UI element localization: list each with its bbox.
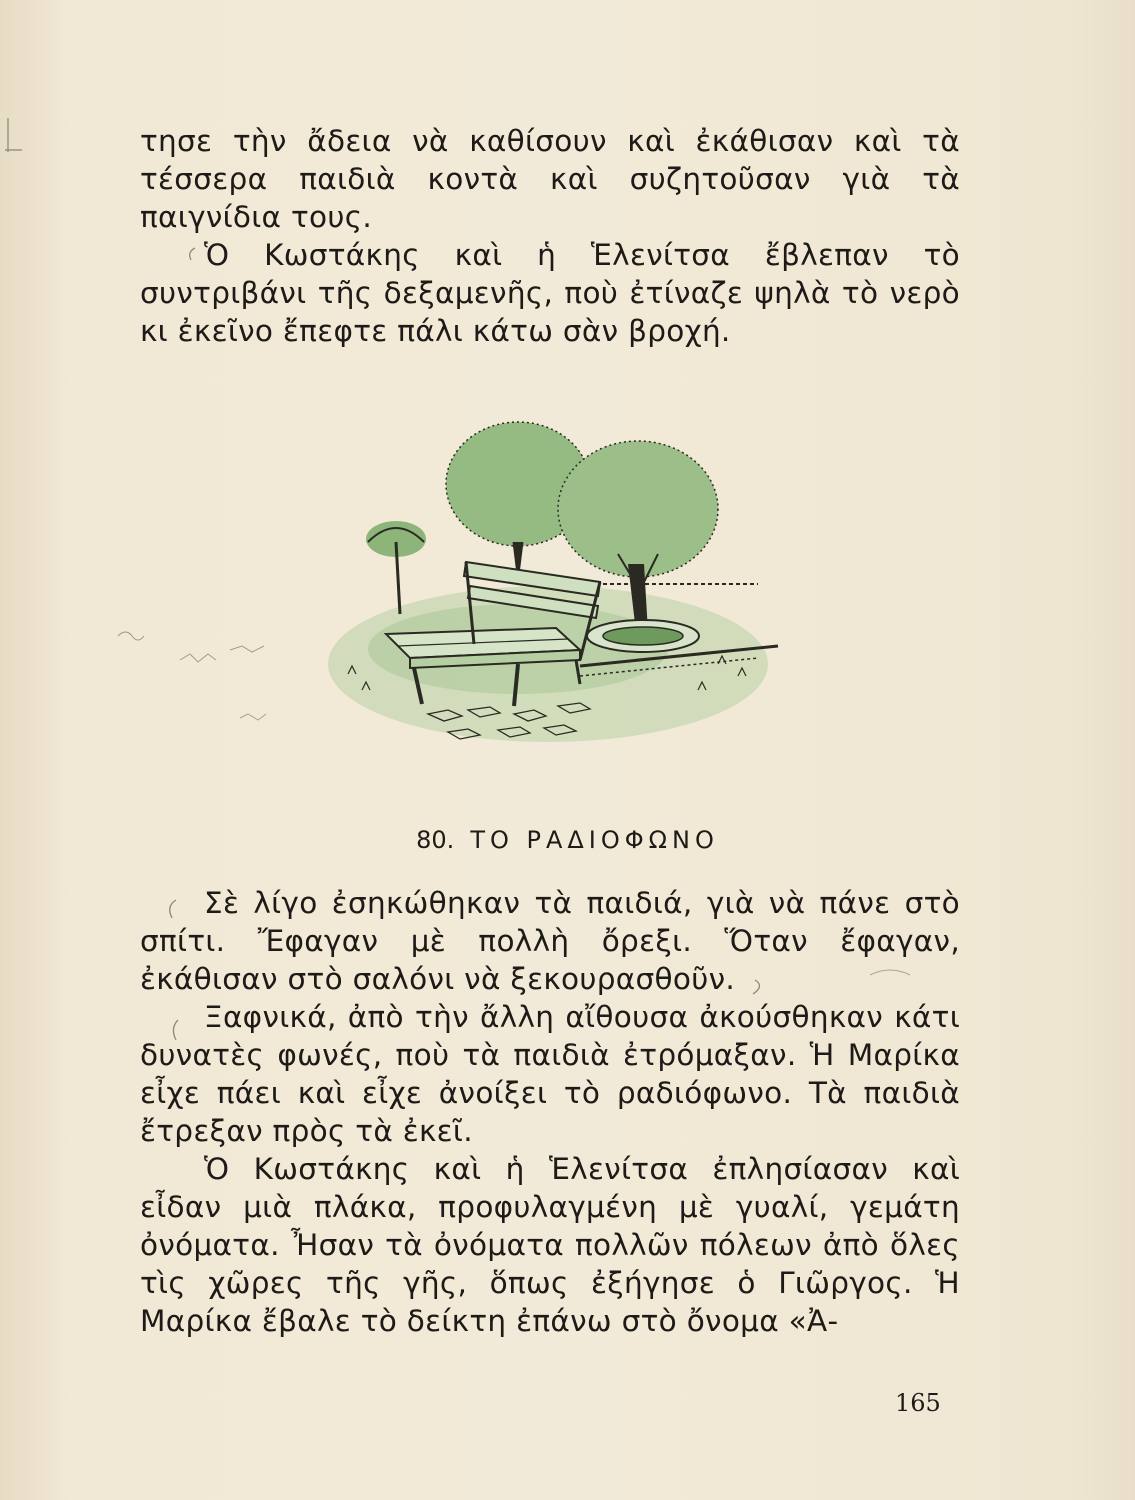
bottom-text-block [140, 884, 960, 1340]
park-bench-with-trees-illustration [318, 414, 788, 754]
chapter-number: 80. [416, 826, 455, 854]
chapter-heading [0, 826, 1135, 854]
paragraph-continuation: τησε τὴν ἄδεια νὰ καθίσουν καὶ ἐκάθισαν καὶ τὰ τέσσερα παιδιὰ κοντὰ καὶ συζητοῦσαν γιὰ τὰ παιγνίδια τους. [140, 124, 960, 234]
paragraph-radio-voices: Ξαφνικά, ἀπὸ τὴν ἄλλη αἴθουσα ἀκούσθηκαν κάτι δυνατὲς φωνές, ποὺ τὰ παιδιὰ ἐτρόμαξαν. Ἡ Μαρίκα εἶχε πάει καὶ εἶχε ἀνοίξει τὸ ραδιόφωνο. Τὰ παιδιὰ ἔτρεξαν πρὸς τὰ ἐκεῖ. [140, 1000, 960, 1148]
page-number: 165 [895, 1389, 941, 1417]
chapter-title: ΤΟ ΡΑΔΙΟΦΩΝΟ [470, 826, 719, 854]
paragraph-went-home: Σὲ λίγο ἐσηκώθηκαν τὰ παιδιά, γιὰ νὰ πάνε στὸ σπίτι. Ἔφαγαν μὲ πολλὴ ὄρεξι. Ὅταν ἔφαγαν, ἐκάθισαν στὸ σαλόνι νὰ ξεκουρασθοῦν. [140, 886, 960, 996]
top-text-block [140, 122, 960, 350]
paragraph-radio-dial: Ὁ Κωστάκης καὶ ἡ Ἑλενίτσα ἐπλησίασαν καὶ εἶδαν μιὰ πλάκα, προφυλαγμένη μὲ γυαλί, γεμάτη ὀνόματα. Ἦσαν τὰ ὀνόματα πολλῶν πόλεων ἀπὸ ὅλες τὶς χῶρες τῆς γῆς, ὅπως ἐξήγησε ὁ Γιῶργος. Ἡ Μαρίκα ἔβαλε τὸ δείκτη ἐπάνω στὸ ὄνομα «Ἀ- [140, 1152, 960, 1338]
paragraph-fountain: Ὁ Κωστάκης καὶ ἡ Ἑλενίτσα ἔβλεπαν τὸ συντριβάνι τῆς δεξαμενῆς, ποὺ ἐτίναζε ψηλὰ τὸ νερὸ κι ἐκεῖνο ἔπεφτε πάλι κάτω σὰν βροχή. [140, 238, 960, 348]
